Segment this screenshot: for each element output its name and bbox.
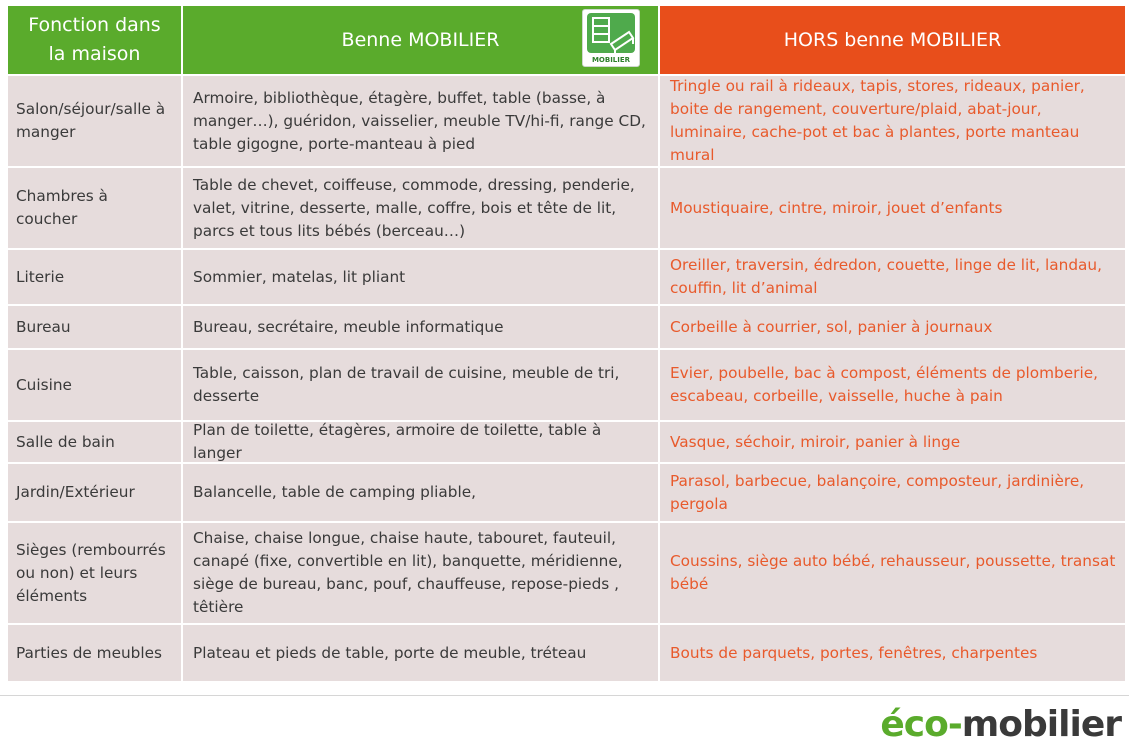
row-hors-items: Oreiller, traversin, édredon, couette, linge de lit, landau, couffin, lit d’animal [660,250,1125,304]
row-function: Salle de bain [8,422,181,462]
row-hors-items: Vasque, séchoir, miroir, panier à linge [660,422,1125,462]
row-hors-items: Moustiquaire, cintre, miroir, jouet d’enfants [660,168,1125,248]
row-hors-items: Bouts de parquets, portes, fenêtres, charpentes [660,625,1125,681]
row-function: Literie [8,250,181,304]
header-benne-mobilier [183,6,658,74]
logo-mobilier: mobilier [961,704,1121,745]
row-function: Chambres à coucher [8,168,181,248]
row-benne-items: Armoire, bibliothèque, étagère, buffet, table (basse, à manger…), guéridon, vaisselier, meuble TV/hi-fi, range CD, table gigogne, porte-manteau à pied [183,76,658,166]
row-benne-items: Balancelle, table de camping pliable, [183,464,658,521]
row-benne-items: Bureau, secrétaire, meuble informatique [183,306,658,348]
row-benne-items: Plan de toilette, étagères, armoire de toilette, table à langer [183,422,658,462]
header-hors-label: HORS benne MOBILIER [783,28,1002,51]
header-function [8,6,181,74]
row-benne-items: Sommier, matelas, lit pliant [183,250,658,304]
header-hors-benne [660,6,1125,74]
row-hors-items: Coussins, siège auto bébé, rehausseur, poussette, transat bébé [660,523,1125,623]
row-hors-items: Tringle ou rail à rideaux, tapis, stores, rideaux, panier, boite de rangement, couverture/plaid, abat-jour, luminaire, cache-pot et bac à plantes, porte manteau mural [660,76,1125,166]
logo-dash: - [947,704,962,745]
row-hors-items: Corbeille à courrier, sol, panier à journaux [660,306,1125,348]
row-function: Sièges (rembourrés ou non) et leurs éléments [8,523,181,623]
footer-divider [0,695,1129,696]
header-function-label: Fonction dans la maison [28,14,161,65]
row-function: Salon/séjour/salle à manger [8,76,181,166]
row-benne-items: Plateau et pieds de table, porte de meuble, tréteau [183,625,658,681]
row-benne-items: Table, caisson, plan de travail de cuisine, meuble de tri, desserte [183,350,658,420]
row-benne-items: Table de chevet, coiffeuse, commode, dressing, penderie, valet, vitrine, desserte, malle, coffre, bois et tête de lit, parcs et tous lits bébés (berceau…) [183,168,658,248]
row-function: Jardin/Extérieur [8,464,181,521]
header-benne-label: Benne MOBILIER [341,28,500,51]
mobilier-icon-label: MOBILIER [591,56,631,64]
row-function: Parties de meubles [8,625,181,681]
row-hors-items: Evier, poubelle, bac à compost, éléments de plomberie, escabeau, corbeille, vaisselle, huche à pain [660,350,1125,420]
row-benne-items: Chaise, chaise longue, chaise haute, tabouret, fauteuil, canapé (fixe, convertible en lit), banquette, méridienne, siège de bureau, banc, pouf, chauffeuse, repose-pieds , têtière [183,523,658,623]
eco-mobilier-logo [880,704,1121,744]
furniture-sorting-table [8,6,1125,681]
row-hors-items: Parasol, barbecue, balançoire, composteur, jardinière, pergola [660,464,1125,521]
logo-eco: éco [880,704,948,745]
row-function: Bureau [8,306,181,348]
mobilier-bin-icon [582,9,640,67]
row-function: Cuisine [8,350,181,420]
